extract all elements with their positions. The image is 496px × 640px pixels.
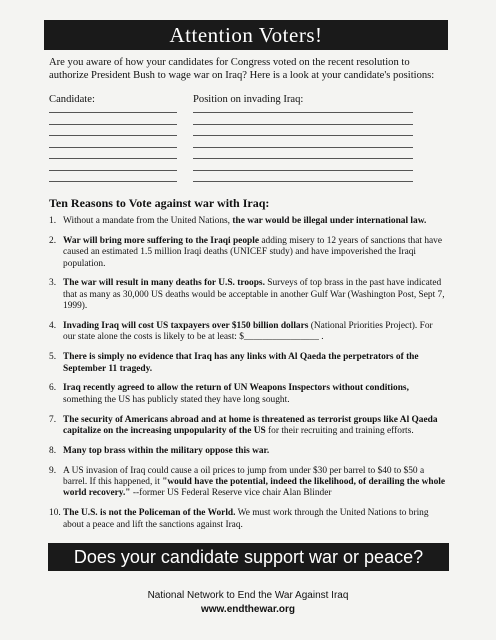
reason-rest: We must work through the United Nations to bring about a peace and lift the sanctions against Iraq. — [63, 508, 429, 530]
reason-item — [49, 446, 447, 457]
reason-rest: --former US Federal Reserve vice chair Alan Blinder — [130, 488, 332, 499]
reason-rest: (National Priorities Project). For our state alone the costs is likely to be at least: $________________ . — [63, 321, 433, 343]
position-column-label: Position on invading Iraq: — [193, 94, 304, 105]
page-title: Attention Voters! — [44, 20, 448, 50]
reason-emphasis: the war would be illegal under international law. — [232, 216, 427, 226]
reason-text — [63, 415, 447, 438]
reason-number: 5. — [49, 352, 57, 363]
reason-number: 3. — [49, 278, 57, 289]
reason-number: 2. — [49, 235, 57, 246]
reason-emphasis: Invading Iraq will cost US taxpayers over $150 billion dollars — [63, 321, 309, 332]
reason-item — [49, 216, 447, 227]
reason-text — [63, 466, 447, 500]
reason-number: 4. — [49, 321, 57, 332]
reasons-heading: Ten Reasons to Vote against war with Iraq: — [49, 196, 270, 210]
reason-rest: Surveys of top brass in the past have indicated that as many as 30,000 US deaths would be acceptable in another Gulf War (Washington Post, Sept 7, 1999). — [63, 278, 445, 312]
reason-item — [49, 352, 447, 375]
candidate-column-label: Candidate: — [49, 94, 95, 105]
question-banner: Does your candidate support war or peace? — [48, 543, 449, 571]
reason-emphasis: The war will result in many deaths for U.S. troops. — [63, 278, 265, 289]
reason-item — [49, 236, 447, 270]
reason-number: 6. — [49, 383, 57, 394]
reason-emphasis: Iraq recently agreed to allow the return of UN Weapons Inspectors without conditions, — [63, 383, 409, 394]
reason-item — [49, 508, 447, 531]
reason-item — [49, 466, 447, 500]
reason-number: 8. — [49, 445, 57, 456]
candidate-write-lines — [49, 112, 177, 193]
reason-number: 1. — [49, 216, 57, 226]
reason-item — [49, 321, 447, 344]
reason-number: 10. — [49, 508, 61, 519]
reason-plain: A US invasion of Iraq could cause a oil prices to jump from under $30 per barrel to $40 to $50 a barrel. If this happened, it — [63, 465, 425, 488]
reason-emphasis: The security of Americans abroad and at home is threatened as terrorist groups like Al Qaeda capitalize on the increasing unpopularity of the US — [63, 414, 438, 437]
reason-text — [63, 508, 447, 531]
reason-text — [63, 216, 447, 227]
reason-rest: something the US has publicly stated they have long sought. — [63, 394, 290, 405]
reason-item — [49, 415, 447, 438]
reason-text — [63, 278, 447, 312]
reason-number: 7. — [49, 414, 57, 425]
reason-text — [63, 383, 447, 406]
reason-text — [63, 352, 447, 375]
reason-text — [63, 446, 447, 457]
position-write-lines — [193, 112, 413, 193]
organization-name: National Network to End the War Against Iraq — [147, 590, 349, 601]
reasons-list — [49, 216, 447, 539]
reason-item — [49, 383, 447, 406]
reason-text — [63, 236, 447, 270]
reason-emphasis: War will bring more suffering to the Iraqi people — [63, 235, 259, 246]
reason-emphasis: Many top brass within the military oppose this war. — [63, 445, 270, 456]
reason-rest: for their recruiting and training efforts. — [265, 426, 414, 437]
reason-emphasis: There is simply no evidence that Iraq has any links with Al Qaeda the perpetrators of the September 11 tragedy. — [63, 352, 419, 374]
reason-plain: Without a mandate from the United Nations, — [63, 216, 233, 226]
reason-number: 9. — [49, 465, 57, 476]
reason-emphasis: "would have the potential, indeed the likelihood, of derailing the whole world recovery." — [63, 477, 446, 499]
reason-item — [49, 278, 447, 312]
reason-rest: adding misery to 12 years of sanctions that have caused an estimated 1.5 million Iraqi deaths (UNICEF study) and have impoverished the Iraqi population. — [63, 235, 443, 269]
reason-text — [63, 321, 447, 344]
reason-emphasis: The U.S. is not the Policeman of the World. — [63, 508, 236, 519]
intro-text: Are you aware of how your candidates for Congress voted on the recent resolution to authorize President Bush to wage war on Iraq? Here is a look at your candidate's positions: — [49, 57, 435, 81]
website-link[interactable]: www.endthewar.org — [200, 604, 296, 615]
